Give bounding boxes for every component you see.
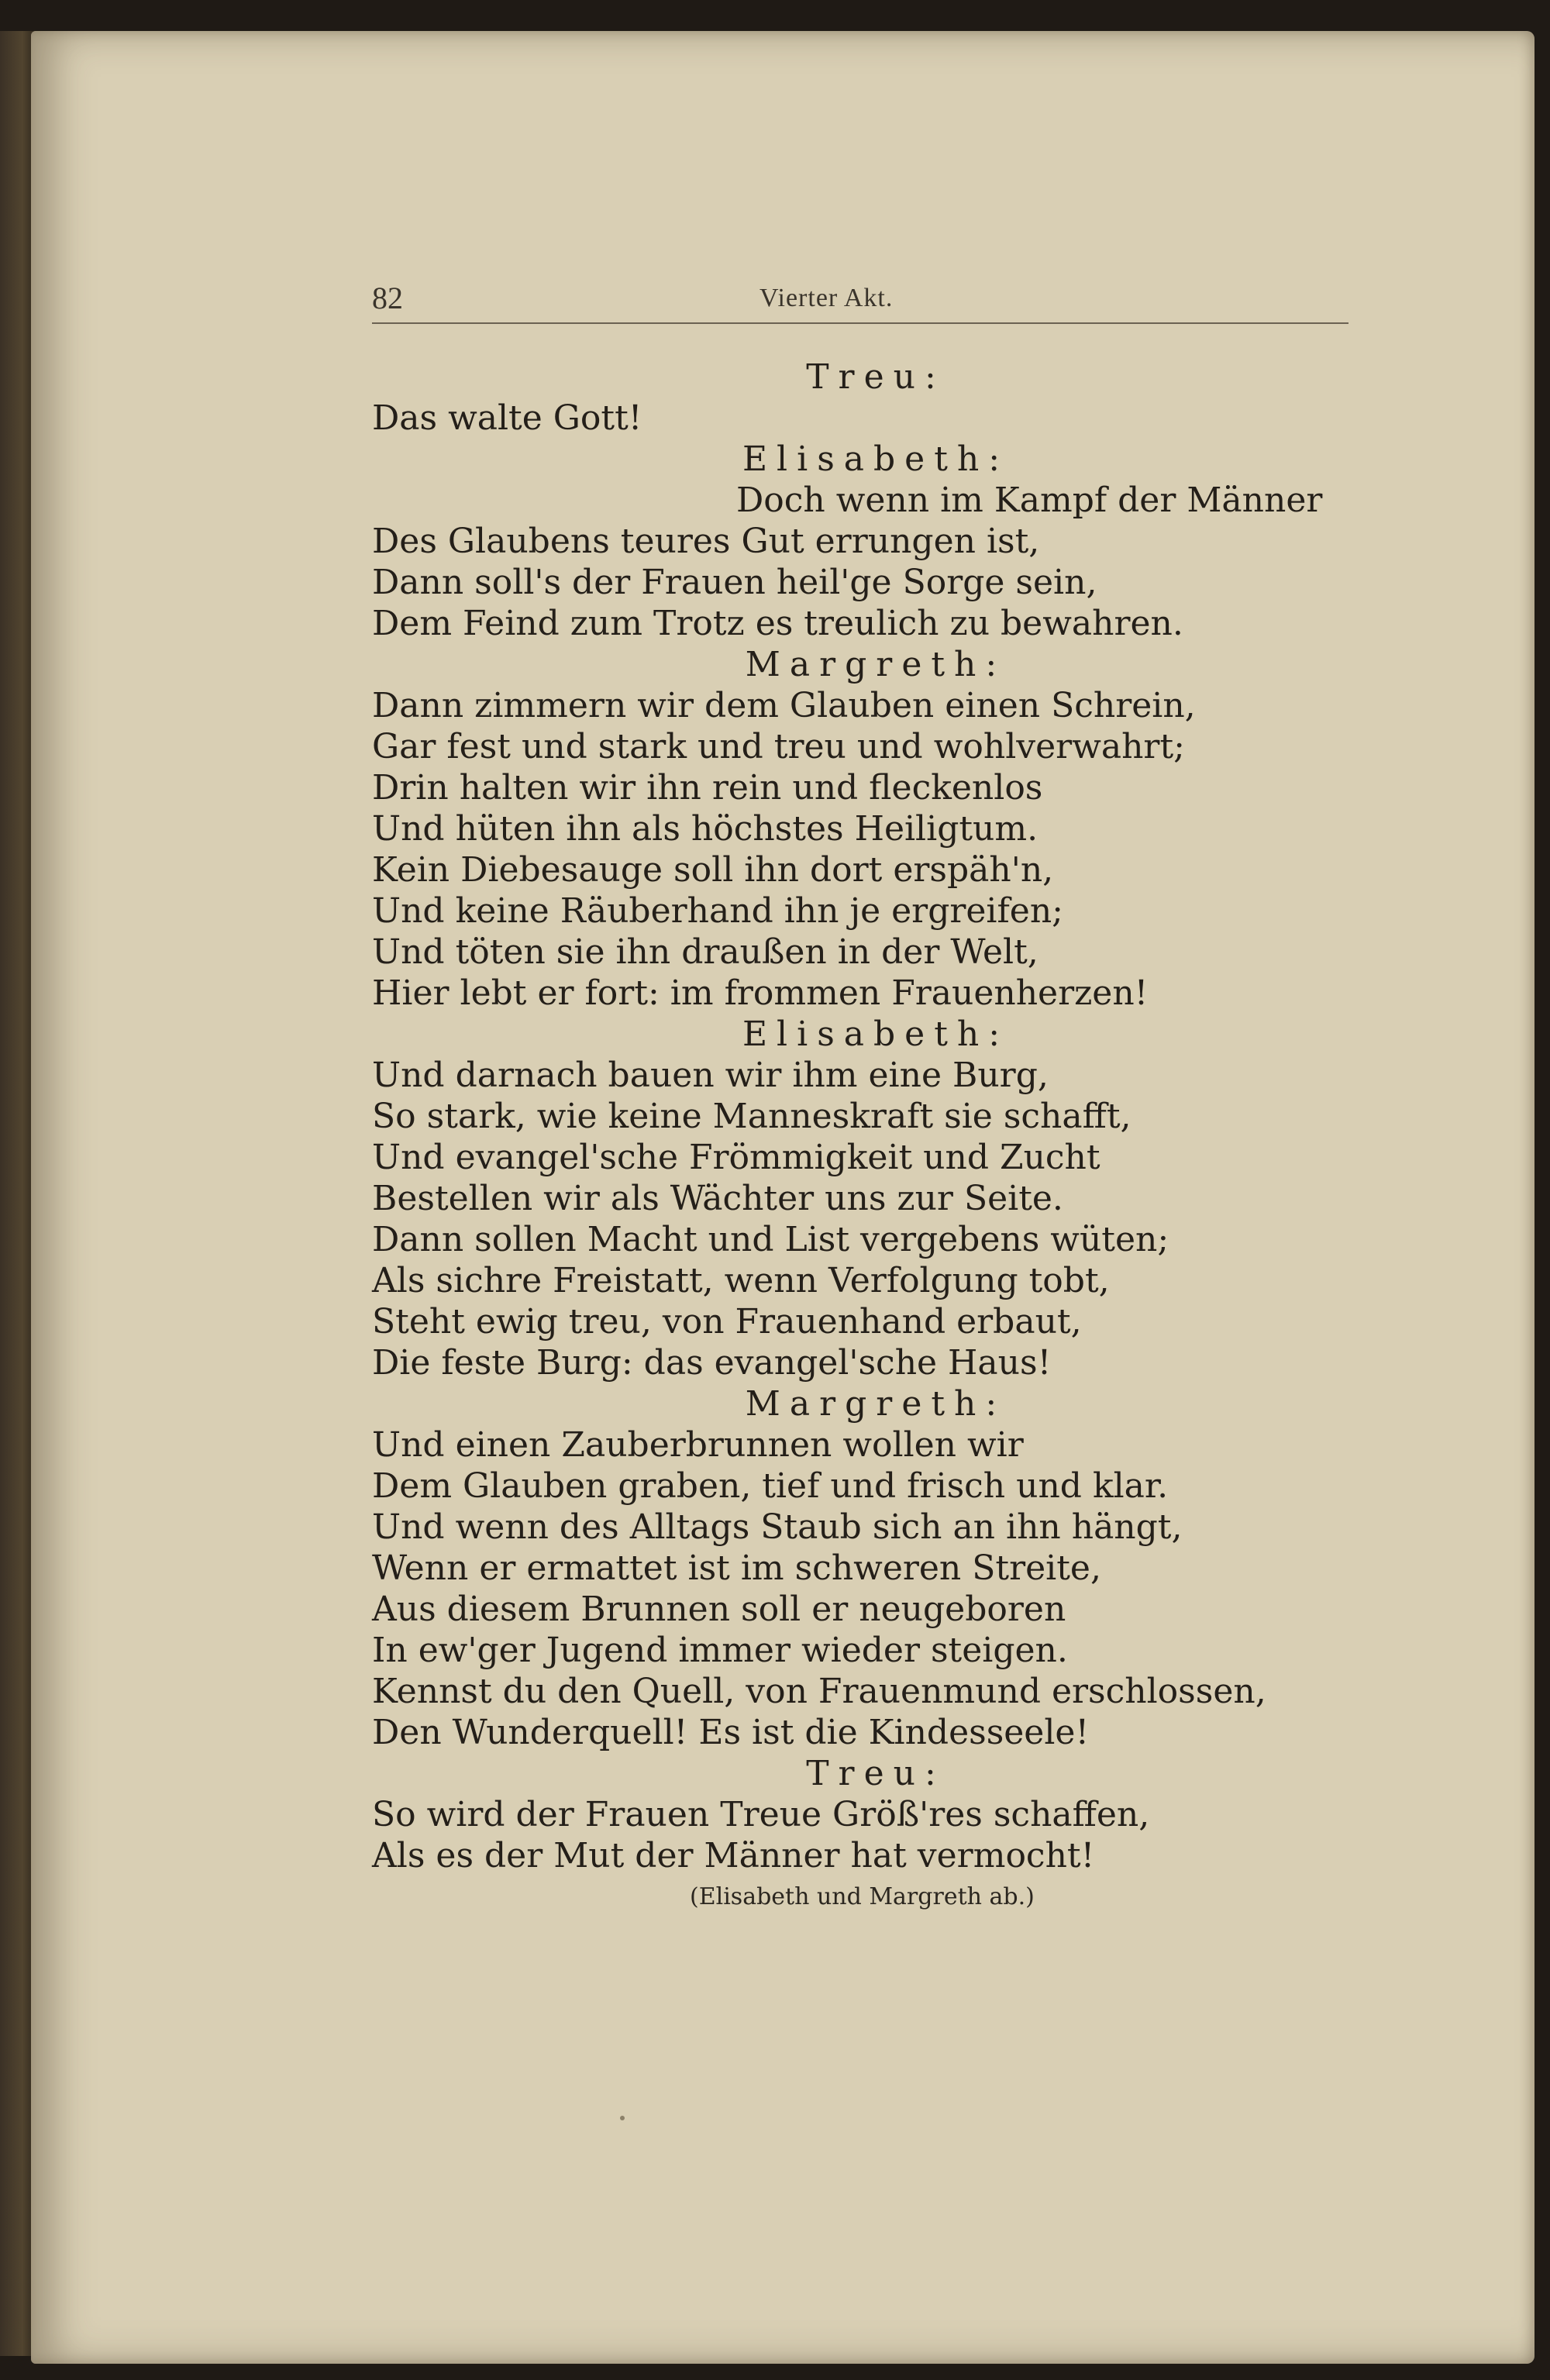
speaker-label: Treu: [806,357,946,397]
verse-line: Und darnach bauen wir ihm eine Burg, [372,1056,1049,1095]
verse-line: Und evangel'sche Frömmigkeit und Zucht [372,1138,1100,1177]
verse-line: Dann zimmern wir dem Glauben einen Schrein, [372,686,1196,725]
verse-line: Kennst du den Quell, von Frauenmund erschlossen, [372,1672,1266,1711]
page-header [372,279,1348,324]
page-number: 82 [372,281,403,315]
verse-line: Dann sollen Macht und List vergebens wüten; [372,1220,1169,1259]
verse-line: Als es der Mut der Männer hat vermocht! [372,1836,1095,1875]
speaker-label: Elisabeth: [742,1014,1010,1054]
verse-line: So wird der Frauen Treue Größ'res schaffen, [372,1795,1150,1834]
speaker-label: Margreth: [745,645,1007,684]
verse-line: So stark, wie keine Manneskraft sie schafft, [372,1097,1132,1136]
verse-line: In ew'ger Jugend immer wieder steigen. [372,1631,1068,1670]
running-title: Vierter Akt. [760,284,894,312]
verse-line: Dann soll's der Frauen heil'ge Sorge sein, [372,563,1097,602]
verse-line: Doch wenn im Kampf der Männer [736,480,1323,520]
verse-line: Und wenn des Alltags Staub sich an ihn hängt, [372,1507,1183,1547]
speaker-label: Elisabeth: [742,439,1010,479]
verse-line: Drin halten wir ihn rein und fleckenlos [372,768,1043,808]
verse-line: Und einen Zauberbrunnen wollen wir [372,1425,1024,1465]
verse-line: Und hüten ihn als höchstes Heiligtum. [372,809,1038,849]
ink-speck [620,2116,625,2120]
verse-line: Des Glaubens teures Gut errungen ist, [372,522,1040,561]
verse-line: Gar fest und stark und treu und wohlverwahrt; [372,727,1185,766]
verse-line: Den Wunderquell! Es ist die Kindesseele! [372,1713,1090,1752]
speaker-label: Margreth: [745,1384,1007,1424]
play-text [372,356,1380,1917]
verse-line: Wenn er ermattet ist im schweren Streite, [372,1548,1101,1588]
speaker-label: Treu: [806,1754,946,1793]
verse-line: Kein Diebesauge soll ihn dort erspäh'n, [372,850,1054,890]
verse-line: Aus diesem Brunnen soll er neugeboren [372,1590,1066,1629]
verse-line: Dem Glauben graben, tief und frisch und klar. [372,1466,1169,1506]
verse-line: Steht ewig treu, von Frauenhand erbaut, [372,1302,1082,1342]
verse-line: Und töten sie ihn draußen in der Welt, [372,932,1038,972]
verse-line: Hier lebt er fort: im frommen Frauenherzen! [372,973,1149,1013]
stage-direction: (Elisabeth und Margreth ab.) [690,1883,1035,1910]
verse-line: Als sichre Freistatt, wenn Verfolgung tobt, [372,1261,1110,1300]
verse-line: Und keine Räuberhand ihn je ergreifen; [372,891,1063,931]
verse-line: Das walte Gott! [372,398,642,438]
verse-line: Dem Feind zum Trotz es treulich zu bewahren. [372,604,1183,643]
verse-line: Die feste Burg: das evangel'sche Haus! [372,1343,1052,1383]
verse-line: Bestellen wir als Wächter uns zur Seite. [372,1179,1063,1218]
